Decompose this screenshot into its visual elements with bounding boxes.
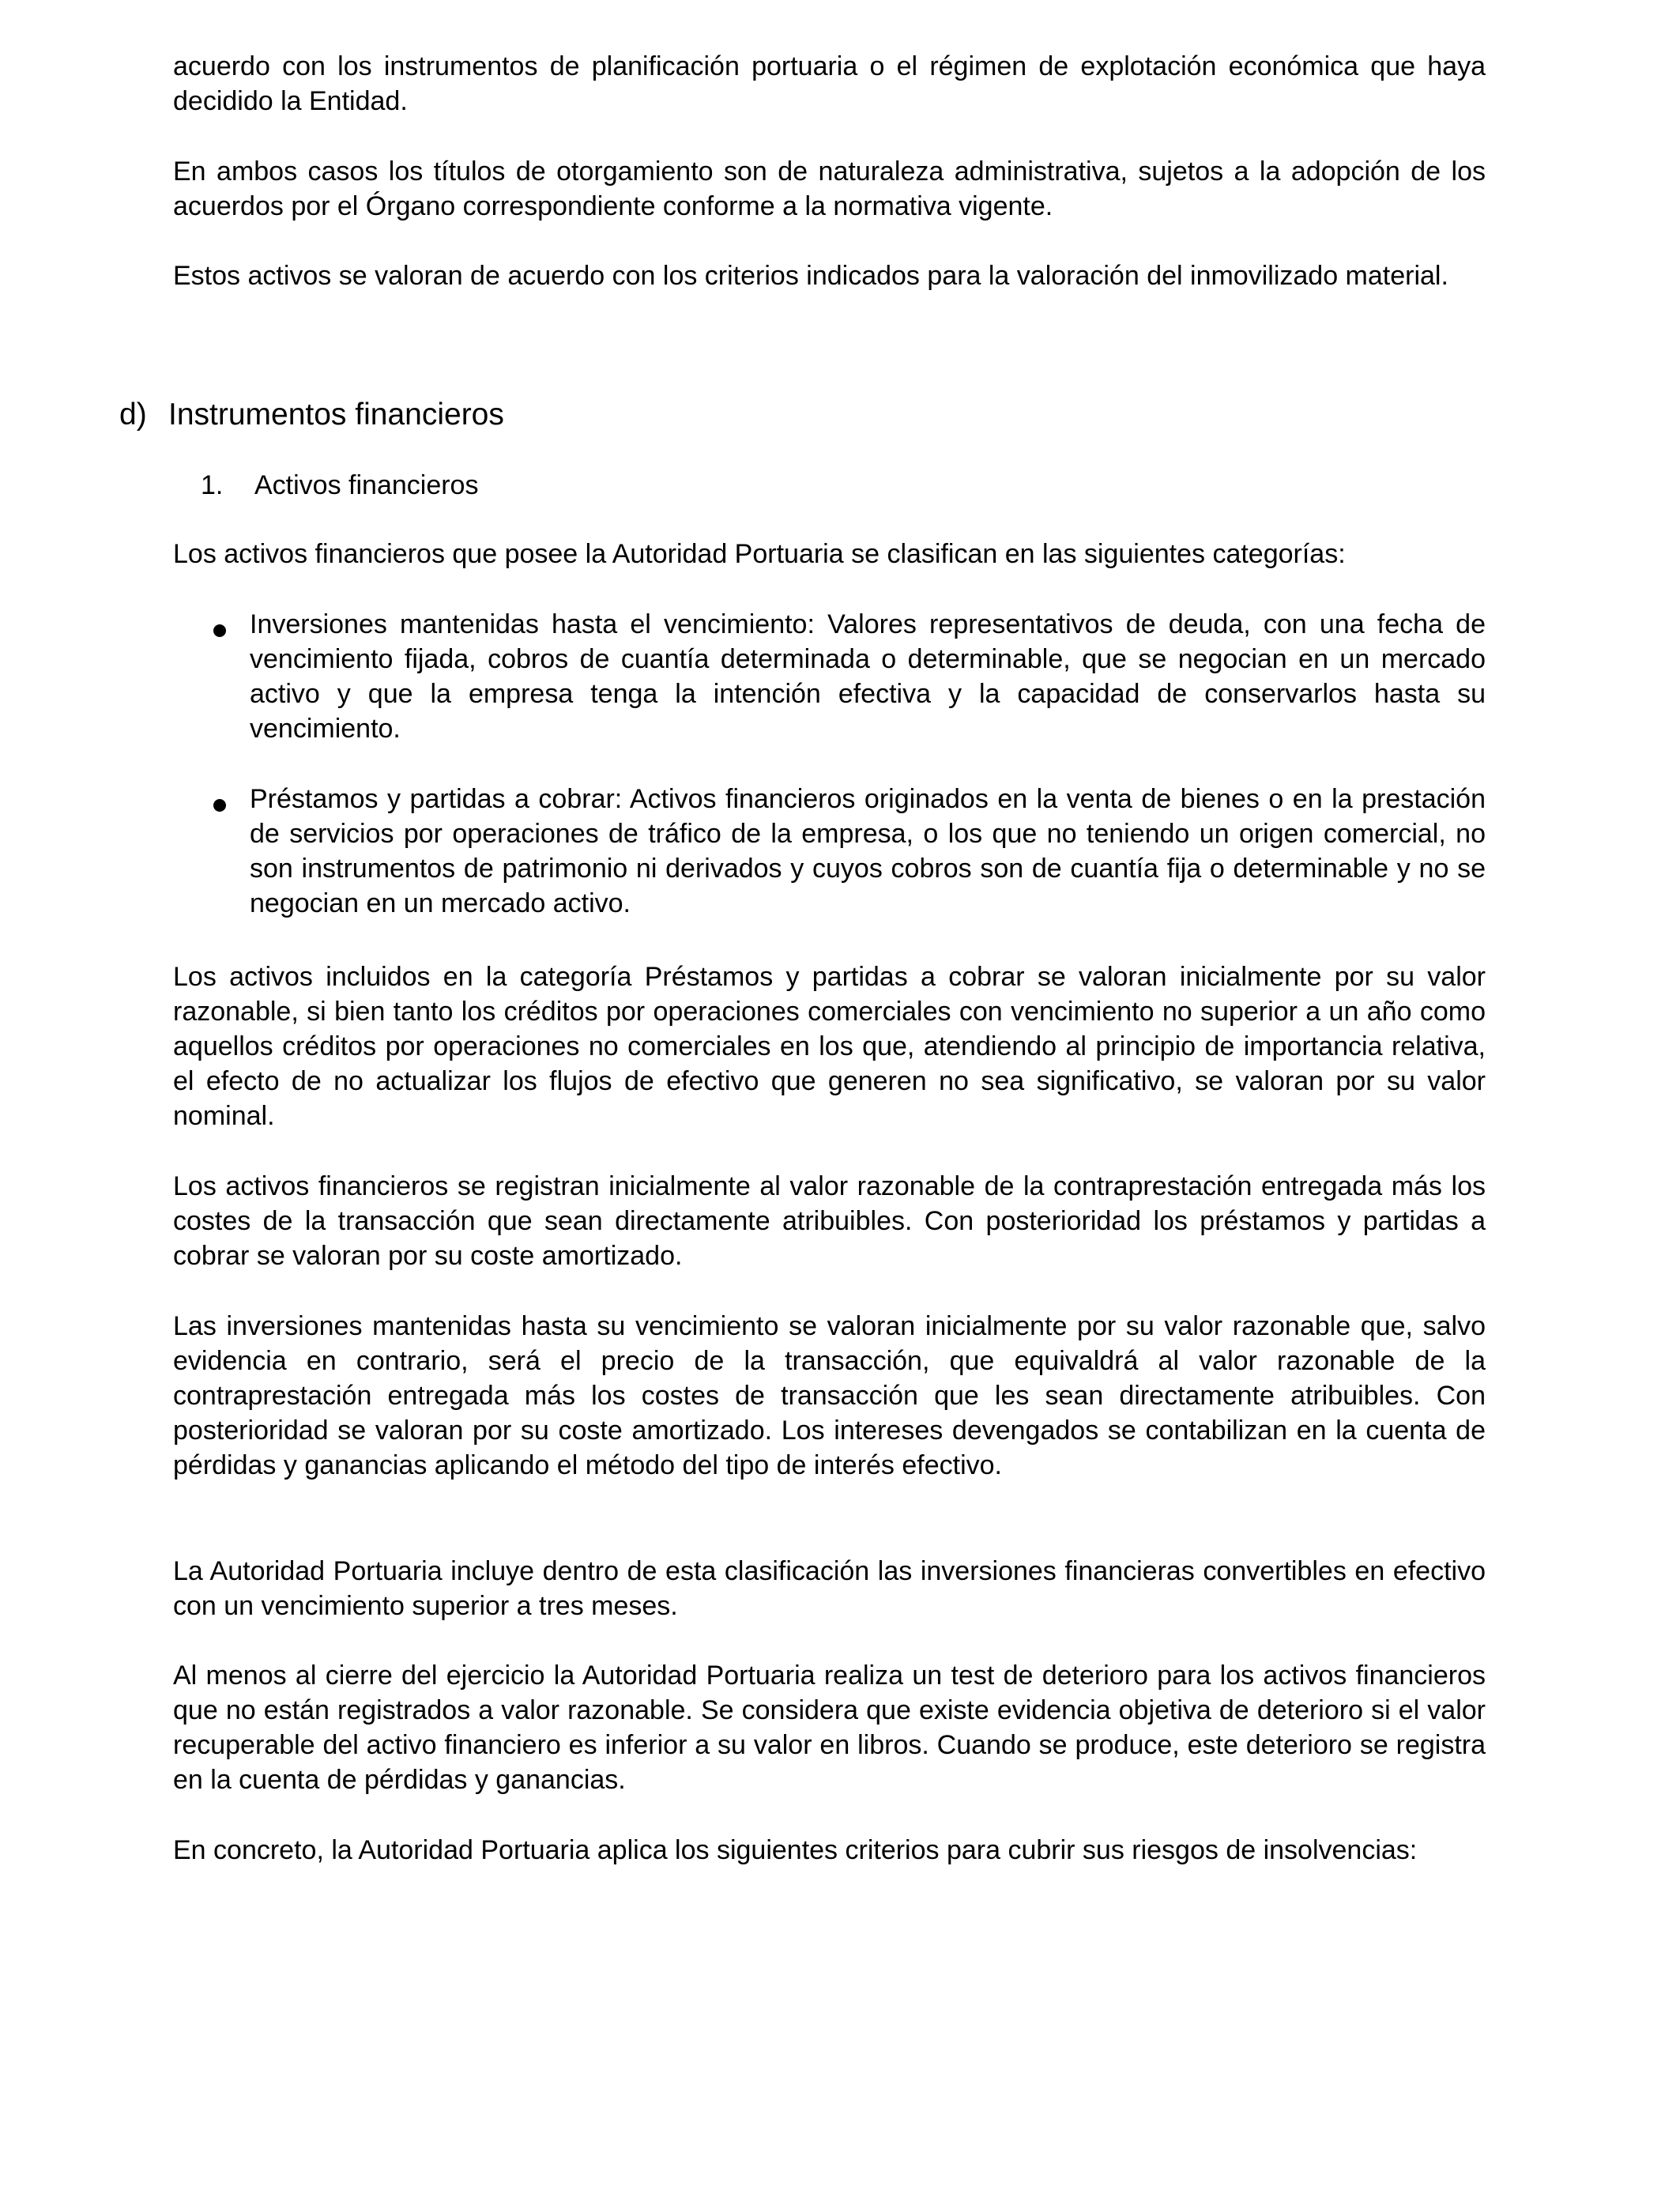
bullet-item-inversiones: Inversiones mantenidas hasta el vencimiento: Valores representativos de deuda, con una fecha de vencimiento fijada, cobros de cuantía determinada o determinable, que se negocian en un mercado activo y que la empresa tenga la intención efectiva y la capacidad de conservarlos hasta su vencimiento. bbox=[250, 609, 1486, 744]
paragraph-inversiones-vencimiento: Las inversiones mantenidas hasta su vencimiento se valoran inicialmente por su valor razonable que, salvo evidencia en contrario, será el precio de la transacción, que equivaldrá al valor razonable de la contraprestación entregada más los costes de transacción que les sean directamente atribuibles. Con posterioridad se valoran por su coste amortizado. Los intereses devengados se contabilizan en la cuenta de pérdidas y ganancias aplicando el método del tipo de interés efectivo. bbox=[173, 1311, 1486, 1480]
subsection-heading bbox=[201, 468, 478, 503]
bullet-item-prestamos: Préstamos y partidas a cobrar: Activos financieros originados en la venta de bienes o en la prestación de servicios por operaciones de tráfico de la empresa, o los que no teniendo un origen comercial, no son instrumentos de patrimonio ni derivados y cuyos cobros son de cuantía fija o determinable y no se negocian en un mercado activo. bbox=[250, 784, 1486, 918]
paragraph-prestamos-valoracion: Los activos incluidos en la categoría Préstamos y partidas a cobrar se valoran inicialmente por su valor razonable, si bien tanto los créditos por operaciones comerciales con vencimiento no superior a un año como aquellos créditos por operaciones no comerciales en los que, atendiendo al principio de importancia relativa, el efecto de no actualizar los flujos de efectivo que generen no sea significativo, se valoran por su valor nominal. bbox=[173, 962, 1486, 1131]
paragraph-registro-inicial: Los activos financieros se registran inicialmente al valor razonable de la contraprestación entregada más los costes de la transacción que sean directamente atribuibles. Con posterioridad los préstamos y partidas a cobrar se valoran por su coste amortizado. bbox=[173, 1171, 1486, 1271]
bullet-icon bbox=[213, 799, 226, 812]
section-title: Instrumentos financieros bbox=[168, 398, 504, 432]
paragraph-clasificacion-efectivo: La Autoridad Portuaria incluye dentro de esta clasificación las inversiones financieras convertibles en efectivo con un vencimiento superior a tres meses. bbox=[173, 1556, 1486, 1621]
paragraph-planificacion: acuerdo con los instrumentos de planificación portuaria o el régimen de explotación económica que haya decidido la Entidad. bbox=[173, 51, 1486, 116]
paragraph-categorias-intro: Los activos financieros que posee la Autoridad Portuaria se clasifican en las siguientes categorías: bbox=[173, 539, 1346, 569]
paragraph-titulos-otorgamiento: En ambos casos los títulos de otorgamiento son de naturaleza administrativa, sujetos a la adopción de los acuerdos por el Órgano correspondiente conforme a la normativa vigente. bbox=[173, 156, 1486, 221]
paragraph-test-deterioro: Al menos al cierre del ejercicio la Autoridad Portuaria realiza un test de deterioro para los activos financieros que no están registrados a valor razonable. Se considera que existe evidencia objetiva de deterioro si el valor recuperable del activo financiero es inferior a su valor en libros. Cuando se produce, este deterioro se registra en la cuenta de pérdidas y ganancias. bbox=[173, 1661, 1486, 1795]
bullet-icon bbox=[213, 624, 226, 637]
section-heading bbox=[119, 395, 504, 435]
subsection-number: 1. bbox=[201, 470, 224, 500]
paragraph-valoracion-activos: Estos activos se valoran de acuerdo con los criterios indicados para la valoración del inmovilizado material. bbox=[173, 261, 1448, 291]
paragraph-criterios-insolvencias: En concreto, la Autoridad Portuaria aplica los siguientes criterios para cubrir sus riesgos de insolvencias: bbox=[173, 1835, 1418, 1865]
section-letter: d) bbox=[119, 398, 147, 432]
subsection-title: Activos financieros bbox=[254, 470, 479, 500]
